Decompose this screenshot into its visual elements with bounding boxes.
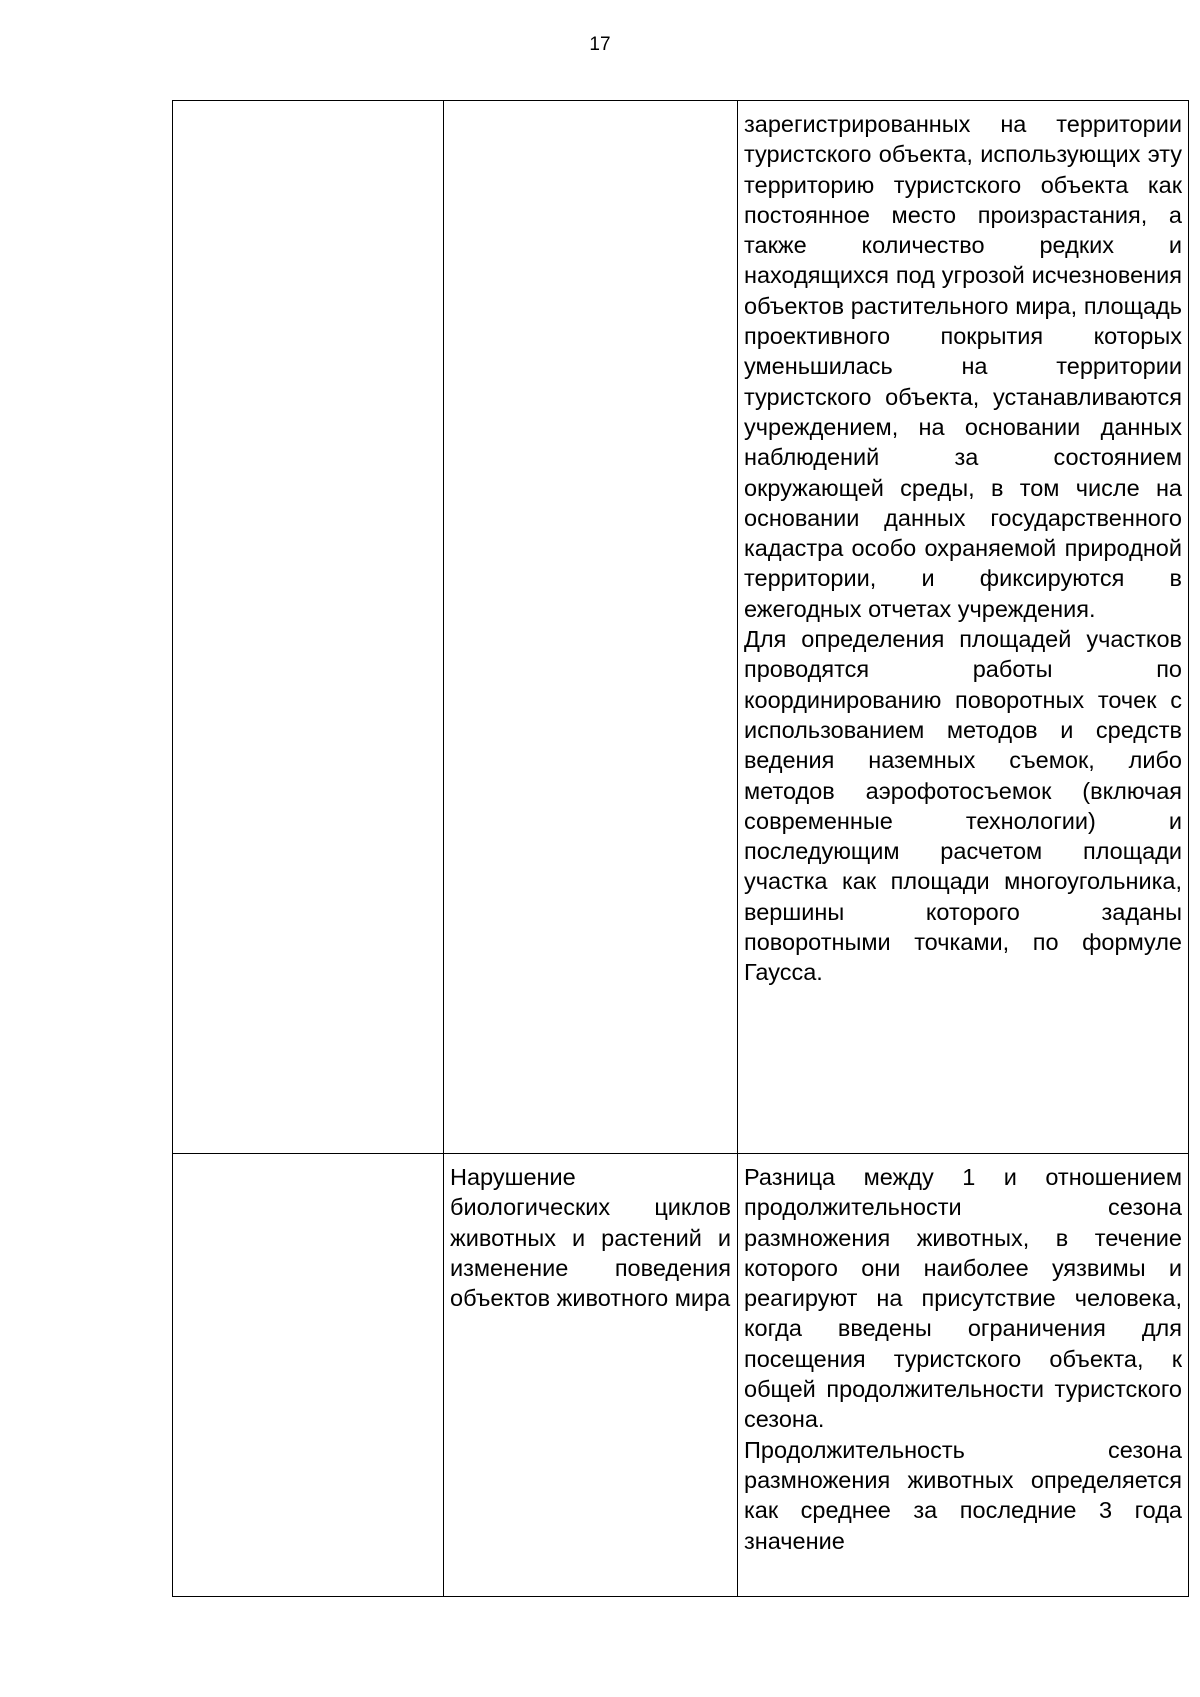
table-row [173,1154,1189,1597]
method-paragraph: Для определения площадей участков проводятся работы по координированию поворотных точек с использованием методов и средств ведения наземных съемок, либо методов аэрофотосъемок (включая современные технологии) и последующим расчетом площади участка как площади многоугольника, вершины которого заданы поворотными точками, по формуле Гаусса. [744,626,1182,986]
table-cell-indicator [444,101,738,1154]
table-row [173,101,1189,1154]
method-paragraph: зарегистрированных на территории туристского объекта, использующих эту территорию туристского объекта как постоянное место произрастания, а также количество редких и находящихся под угрозой исчезновения объектов растительного мира, площадь проективного покрытия которых уменьшилась на территории туристского объекта, устанавливаются учреждением, на основании данных наблюдений за состоянием окружающей среды, в том числе на основании данных государственного кадастра особо охраняемой природной территории, и фиксируются в ежегодных отчетах учреждения. [744,111,1182,622]
table-cell-category [173,101,444,1154]
table-cell-category [173,1154,444,1597]
page-number: 17 [589,34,611,55]
table-cell-method [738,101,1189,1154]
table-cell-method [738,1154,1189,1597]
method-paragraph: Продолжительность сезона размножения животных определяется как среднее за последние 3 года значение [744,1436,1182,1554]
method-paragraph: Разница между 1 и отношением продолжительности сезона размножения животных, в течение которого они наиболее уязвимы и реагируют на присутствие человека, когда введены ограничения для посещения туристского объекта, к общей продолжительности туристского сезона. [744,1164,1182,1433]
indicators-table [172,100,1189,1597]
table-cell-indicator: Нарушение биологических циклов животных и растений и изменение поведения объектов животного мира [444,1154,738,1597]
